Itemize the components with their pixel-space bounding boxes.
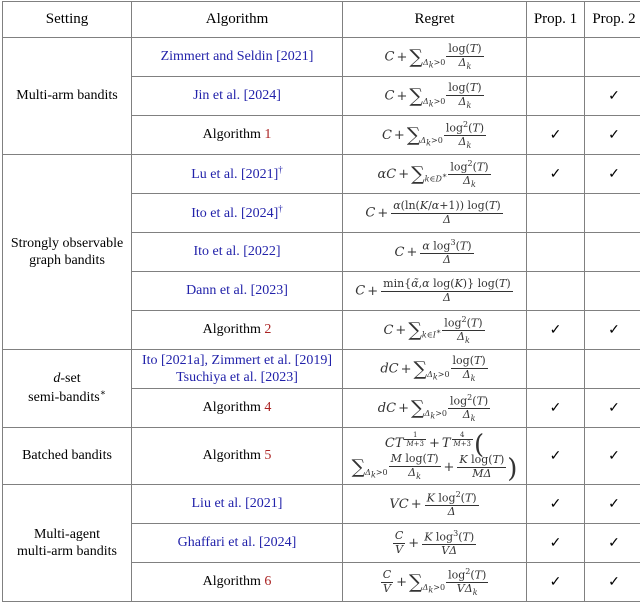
dagger-marker: † — [278, 164, 283, 174]
prop2-cell — [585, 233, 640, 272]
regret-cell — [343, 524, 527, 563]
dagger-marker: † — [278, 203, 283, 213]
citation-line-1: Ito [2021a], Zimmert et al. [2019] — [142, 353, 332, 368]
citation-ito-2022[interactable]: Ito et al. [2022] — [193, 244, 280, 259]
regret-comparison-table — [2, 1, 640, 602]
regret-formula: VC + $\frac{K \log^2(T)}{\Delta}$ — [389, 490, 479, 519]
algorithm-number: 1 — [264, 127, 271, 142]
regret-cell — [343, 389, 527, 428]
column-header-algorithm: Algorithm — [132, 2, 343, 38]
algorithm-cell — [132, 350, 343, 389]
column-header-prop2: Prop. 2 — [585, 2, 640, 38]
prop2-cell: ✓ — [585, 116, 640, 155]
prop2-cell: ✓ — [585, 77, 640, 116]
prop1-cell — [527, 194, 585, 233]
citation-lu-2021[interactable]: Lu et al. [2021]† — [191, 167, 283, 182]
algorithm-cell — [132, 77, 343, 116]
algorithm-ref-5[interactable] — [203, 448, 272, 463]
setting-cell-multi-agent-multi-arm-bandits — [3, 485, 132, 602]
algorithm-cell — [132, 155, 343, 194]
prop1-cell: ✓ — [527, 428, 585, 485]
setting-cell-batched-bandits: Batched bandits — [3, 428, 132, 485]
table-header-row — [3, 2, 640, 38]
setting-line-2: graph bandits — [29, 253, 105, 268]
regret-cell — [343, 233, 527, 272]
algorithm-cell — [132, 272, 343, 311]
algorithm-label: Algorithm — [203, 448, 261, 463]
prop1-cell: ✓ — [527, 524, 585, 563]
algorithm-ref-4[interactable] — [203, 400, 272, 415]
algorithm-number: 4 — [264, 400, 271, 415]
regret-formula: αC + ∑k∈D∗ $\frac{\log^2(T)}{\Delta_k}$ — [377, 159, 491, 190]
regret-cell — [343, 77, 527, 116]
citation-jin-2024[interactable]: Jin et al. [2024] — [193, 88, 281, 103]
regret-cell — [343, 428, 527, 485]
regret-formula: C + $\frac{\alpha(\ln(K/\alpha+1)) \log(T)}{\Delta}$ — [365, 200, 503, 226]
regret-cell — [343, 194, 527, 233]
algorithm-cell — [132, 116, 343, 155]
regret-formula: C + ∑Δk>0 $\frac{\log(T)}{\Delta_k}$ — [385, 82, 485, 110]
algorithm-ref-2[interactable] — [203, 322, 272, 337]
setting-line-1: d-set — [53, 371, 80, 386]
table-row — [3, 428, 640, 485]
prop2-cell: ✓ — [585, 428, 640, 485]
regret-formula: dC + ∑Δk>0 $\frac{\log^2(T)}{\Delta_k}$ — [378, 393, 491, 424]
prop1-cell: ✓ — [527, 485, 585, 524]
algorithm-cell — [132, 524, 343, 563]
algorithm-number: 2 — [264, 322, 271, 337]
regret-formula: C + $\frac{\alpha \log^3(T)}{\Delta}$ — [394, 238, 474, 267]
regret-cell — [343, 116, 527, 155]
algorithm-cell — [132, 233, 343, 272]
prop1-cell — [527, 38, 585, 77]
algorithm-label: Algorithm — [203, 400, 261, 415]
algorithm-cell — [132, 194, 343, 233]
regret-cell — [343, 311, 527, 350]
table-row — [3, 350, 640, 389]
algorithm-number: 6 — [264, 574, 271, 589]
citation-group-d-set[interactable] — [142, 353, 332, 386]
prop2-cell: ✓ — [585, 563, 640, 602]
prop2-cell: ✓ — [585, 524, 640, 563]
setting-cell-d-set-semi-bandits — [3, 350, 132, 428]
column-header-prop1: Prop. 1 — [527, 2, 585, 38]
prop1-cell — [527, 272, 585, 311]
prop1-cell: ✓ — [527, 563, 585, 602]
prop1-cell — [527, 77, 585, 116]
citation-ito-2024[interactable]: Ito et al. [2024]† — [191, 206, 283, 221]
setting-line-2: semi-bandits∗ — [28, 390, 106, 405]
algorithm-cell — [132, 311, 343, 350]
prop1-cell — [527, 350, 585, 389]
table-row — [3, 155, 640, 194]
prop1-cell: ✓ — [527, 389, 585, 428]
table-header — [3, 2, 640, 38]
regret-formula: C + $\frac{\text{min\{α̃,α log(K)\} log(T)}}{\Delta}$ — [355, 278, 513, 304]
regret-formula: $\frac{C}{V}$ + $\frac{K \log^3(T)}{V\Delta}$ — [392, 529, 477, 558]
regret-formula: CT $^{\frac{1}{M+3}}$ + T $^{\frac{4}{M+3}}$ ( ∑Δk>0 $\frac{\text{M log(T)}}{\Delta_k}$ + $\frac{\text{K log(T)}}{M\Delta}$ ) — [352, 431, 518, 482]
column-header-regret: Regret — [343, 2, 527, 38]
regret-cell — [343, 272, 527, 311]
prop2-cell — [585, 272, 640, 311]
regret-cell — [343, 563, 527, 602]
algorithm-cell — [132, 428, 343, 485]
algorithm-cell — [132, 563, 343, 602]
algorithm-cell — [132, 389, 343, 428]
prop2-cell — [585, 38, 640, 77]
regret-formula: C + ∑Δk>0 $\frac{\log^2(T)}{\Delta_k}$ — [382, 120, 487, 151]
algorithm-label: Algorithm — [203, 322, 261, 337]
regret-cell — [343, 350, 527, 389]
citation-dann-2023[interactable]: Dann et al. [2023] — [186, 283, 288, 298]
prop2-cell: ✓ — [585, 389, 640, 428]
citation-liu-2021[interactable]: Liu et al. [2021] — [192, 496, 283, 511]
algorithm-number: 5 — [264, 448, 271, 463]
regret-formula: C + ∑k∈I∗ $\frac{\log^2(T)}{\Delta_k}$ — [383, 315, 485, 346]
citation-zimmert-seldin-2021[interactable]: Zimmert and Seldin [2021] — [161, 49, 314, 64]
regret-formula: dC + ∑Δk>0 $\frac{\log(T)}{\Delta_k}$ — [380, 355, 488, 383]
setting-line-1: Multi-agent — [34, 527, 100, 542]
table-row — [3, 38, 640, 77]
prop1-cell: ✓ — [527, 116, 585, 155]
citation-line-2: Tsuchiya et al. [2023] — [176, 370, 298, 385]
regret-comparison-table-container — [2, 1, 638, 602]
algorithm-cell — [132, 485, 343, 524]
algorithm-ref-6[interactable] — [203, 574, 272, 589]
algorithm-ref-1[interactable] — [203, 127, 272, 142]
setting-line-2: multi-arm bandits — [17, 544, 117, 559]
algorithm-label: Algorithm — [203, 574, 261, 589]
prop1-cell: ✓ — [527, 311, 585, 350]
prop1-cell: ✓ — [527, 155, 585, 194]
regret-cell — [343, 485, 527, 524]
prop2-cell: ✓ — [585, 485, 640, 524]
prop2-cell — [585, 194, 640, 233]
table-body — [3, 38, 640, 602]
table-row — [3, 485, 640, 524]
citation-ghaffari-2024[interactable]: Ghaffari et al. [2024] — [178, 535, 297, 550]
setting-cell-strongly-observable-graph-bandits — [3, 155, 132, 350]
prop2-cell: ✓ — [585, 311, 640, 350]
setting-cell-multi-arm-bandits: Multi-arm bandits — [3, 38, 132, 155]
algorithm-label: Algorithm — [203, 127, 261, 142]
column-header-setting: Setting — [3, 2, 132, 38]
algorithm-cell — [132, 38, 343, 77]
prop2-cell: ✓ — [585, 155, 640, 194]
setting-line-1: Strongly observable — [11, 236, 123, 251]
prop1-cell — [527, 233, 585, 272]
regret-formula: C + ∑Δk>0 $\frac{\log(T)}{\Delta_k}$ — [385, 43, 485, 71]
prop2-cell — [585, 350, 640, 389]
regret-cell — [343, 155, 527, 194]
regret-cell — [343, 38, 527, 77]
regret-formula: $\frac{C}{V}$ + ∑Δk>0 $\frac{\log^2(T)}{V\Delta_k}$ — [380, 567, 490, 598]
